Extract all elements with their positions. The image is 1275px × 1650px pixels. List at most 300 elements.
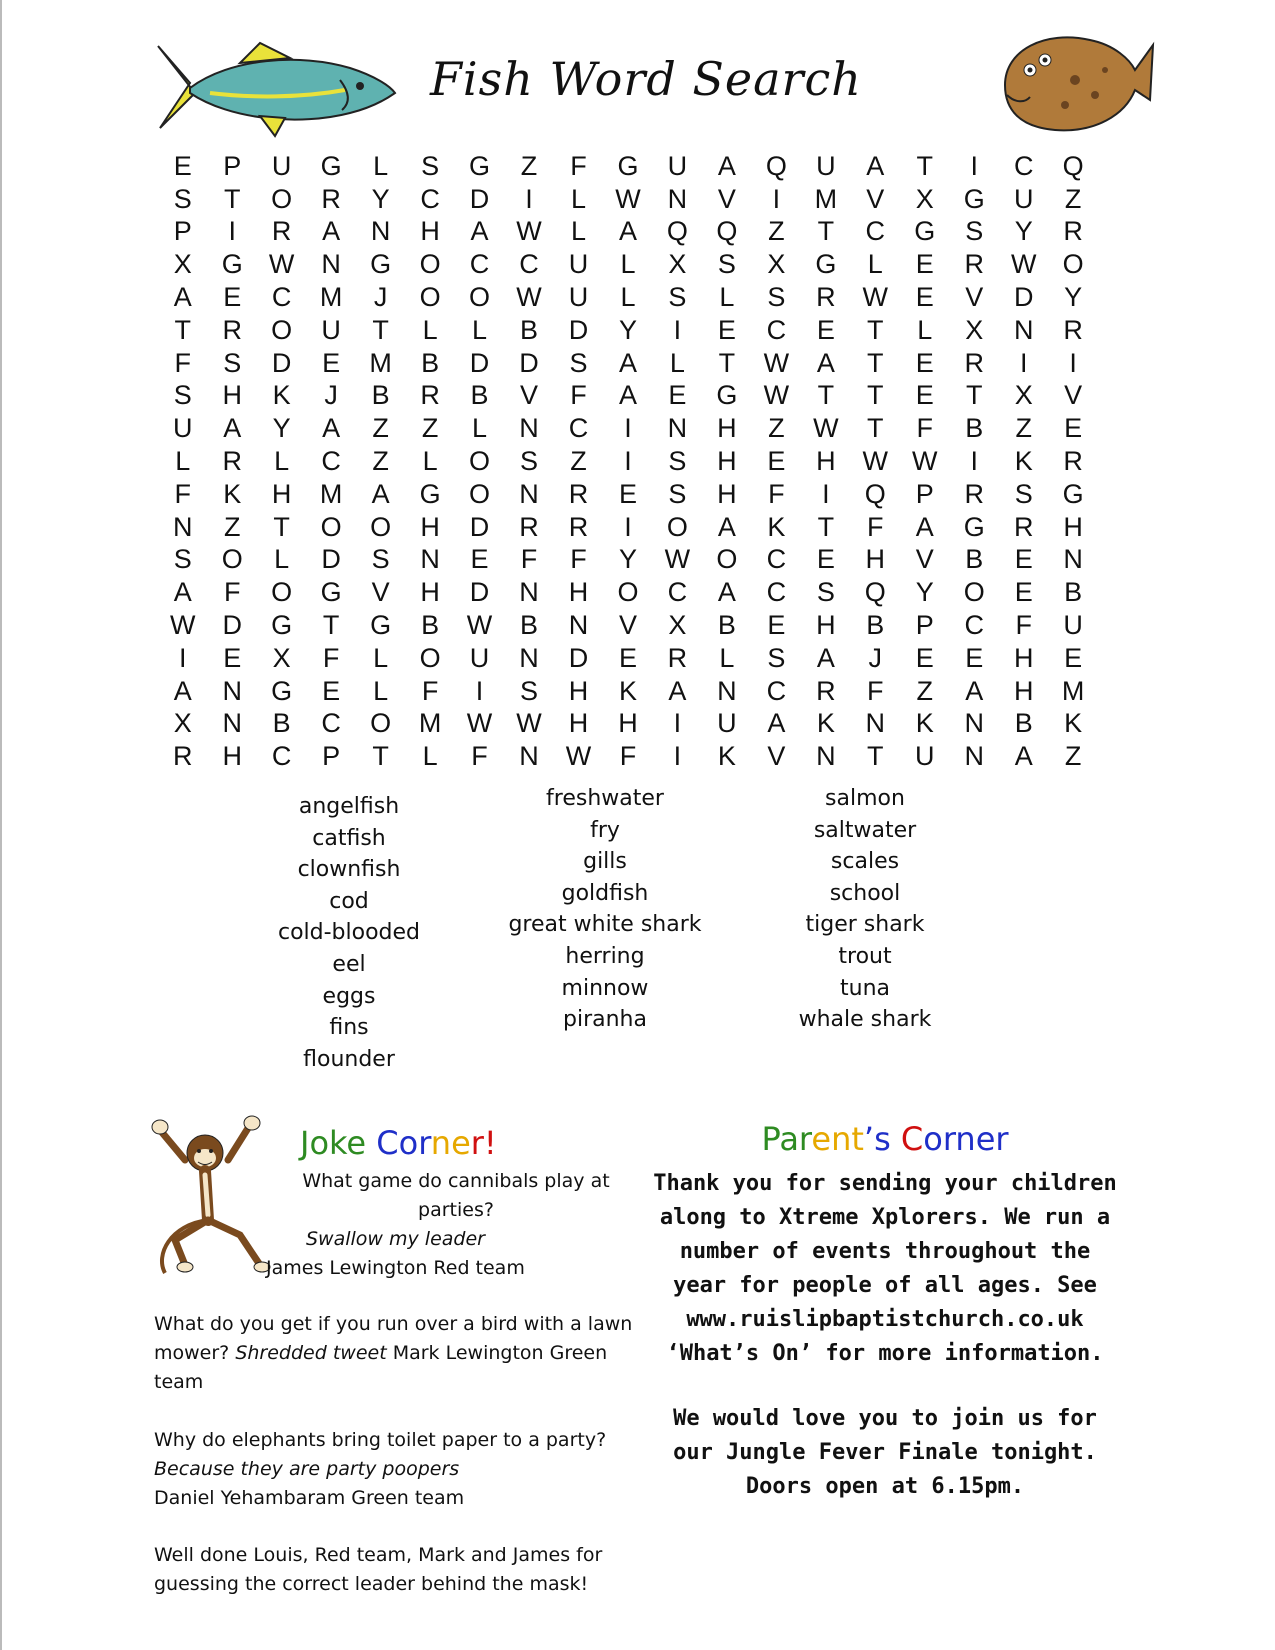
grid-letter: G (815, 249, 837, 280)
joke-2 (154, 1310, 654, 1397)
grid-letter: L (917, 314, 933, 345)
grid-letter: O (617, 577, 639, 608)
grid-letter: S (717, 249, 736, 280)
joke-1-credit: James Lewington Red team (266, 1257, 525, 1279)
grid-letter: Z (916, 675, 934, 706)
grid-letter: W (516, 216, 542, 247)
grid-letter: E (915, 380, 934, 411)
grid-letter: T (718, 347, 736, 378)
grid-letter: F (421, 675, 439, 706)
grid-letter: H (816, 446, 836, 477)
grid-letter: T (867, 413, 884, 444)
word-list-item: minnow (561, 975, 649, 1001)
grid-letter: B (965, 413, 984, 444)
grid-letter: O (271, 577, 293, 608)
grid-letter: I (772, 183, 781, 214)
grid-letter: M (369, 347, 392, 378)
grid-letter: D (1013, 282, 1034, 313)
joke-1 (262, 1167, 632, 1283)
grid-letter: G (370, 249, 392, 280)
grid-letter: R (222, 446, 242, 477)
grid-letter: X (965, 314, 984, 345)
grid-letter: V (915, 544, 934, 575)
grid-row (158, 347, 1098, 380)
title-letter: n (831, 1120, 852, 1158)
grid-letter: E (816, 314, 835, 345)
grid-letter: N (370, 216, 391, 247)
grid-letter: C (766, 577, 787, 608)
grid-letter: I (228, 216, 236, 247)
grid-letter: R (964, 347, 984, 378)
grid-letter: X (915, 183, 934, 214)
grid-letter: L (867, 249, 883, 280)
grid-letter: W (912, 446, 938, 477)
grid-letter: A (717, 511, 736, 542)
title-letter: P (761, 1120, 780, 1158)
grid-letter: T (817, 216, 835, 247)
grid-letter: R (519, 511, 539, 542)
grid-letter: G (1062, 478, 1084, 509)
grid-letter: O (419, 282, 441, 313)
grid-letter: O (666, 511, 688, 542)
grid-letter: E (915, 249, 934, 280)
grid-letter: K (1014, 446, 1033, 477)
grid-letter: T (867, 741, 884, 772)
grid-letter: H (717, 446, 737, 477)
grid-letter: P (915, 610, 934, 641)
grid-letter: O (221, 544, 243, 575)
grid-letter: A (618, 380, 637, 411)
grid-letter: H (1013, 675, 1034, 706)
title-letter: J (300, 1124, 310, 1162)
grid-letter: D (469, 511, 490, 542)
grid-letter: Z (768, 216, 785, 247)
grid-letter: S (965, 216, 984, 247)
grid-letter: G (320, 577, 342, 608)
word-list-column-3 (760, 783, 970, 1036)
grid-letter: O (419, 249, 441, 280)
title-letter: ’ (863, 1120, 875, 1158)
grid-letter: E (470, 544, 489, 575)
grid-letter: Y (915, 577, 934, 608)
grid-letter: G (221, 249, 243, 280)
title-letter: r (418, 1124, 431, 1162)
grid-letter: U (717, 708, 737, 739)
grid-letter: I (1019, 347, 1028, 378)
grid-letter: Y (272, 413, 291, 444)
grid-letter: F (570, 544, 587, 575)
grid-letter: J (868, 642, 883, 673)
title-letter: C (376, 1124, 399, 1162)
title-letter: k (329, 1124, 347, 1162)
grid-letter: L (719, 282, 735, 313)
grid-letter: A (915, 511, 934, 542)
grid-letter: X (272, 642, 291, 673)
monkey-image (150, 1115, 280, 1275)
grid-letter: S (421, 150, 440, 181)
grid-letter: T (372, 314, 389, 345)
grid-letter: E (668, 380, 687, 411)
grid-row (158, 445, 1098, 478)
grid-letter: J (324, 380, 338, 411)
grid-letter: W (169, 610, 196, 641)
grid-letter: L (620, 282, 636, 313)
title-letter: o (398, 1124, 419, 1162)
grid-letter: E (173, 150, 192, 181)
word-list-column-2 (480, 783, 730, 1036)
grid-letter: E (915, 282, 934, 313)
grid-letter: C (469, 249, 490, 280)
grid-letter: R (1063, 216, 1083, 247)
joke-2-credit: Mark Lewington Green team (154, 1342, 608, 1393)
grid-letter: N (667, 413, 688, 444)
grid-letter: A (717, 577, 736, 608)
grid-letter: R (568, 478, 589, 509)
grid-letter: E (322, 347, 341, 378)
grid-letter: H (568, 708, 589, 739)
word-list-item: trout (838, 943, 892, 969)
grid-letter: N (172, 511, 193, 542)
grid-letter: T (965, 380, 983, 411)
grid-letter: F (768, 478, 785, 509)
grid-letter: U (816, 150, 836, 181)
grid-letter: H (1063, 511, 1083, 542)
word-list-item: clownfish (297, 857, 401, 883)
grid-letter: R (568, 511, 589, 542)
grid-letter: A (816, 347, 835, 378)
grid-letter: F (223, 577, 241, 608)
grid-letter: U (469, 642, 490, 673)
grid-row (158, 380, 1098, 413)
grid-letter: U (172, 413, 193, 444)
grid-letter: A (322, 413, 341, 444)
joke-2-answer: Shredded tweet (235, 1342, 387, 1364)
grid-letter: Z (421, 413, 439, 444)
title-letter: n (955, 1120, 976, 1158)
grid-letter: F (174, 478, 191, 509)
grid-letter: T (322, 610, 340, 641)
grid-letter: I (970, 150, 978, 181)
grid-letter: L (373, 675, 389, 706)
grid-letter: E (767, 610, 786, 641)
grid-letter: V (866, 183, 885, 214)
grid-letter: C (568, 413, 589, 444)
grid-letter: X (668, 610, 687, 641)
grid-letter: F (619, 741, 637, 772)
grid-letter: R (271, 216, 292, 247)
grid-letter: T (867, 314, 884, 345)
grid-letter: C (321, 708, 341, 739)
grid-letter: B (520, 314, 539, 345)
grid-row (158, 708, 1098, 741)
grid-letter: L (719, 642, 735, 673)
word-list-column-1 (244, 791, 454, 1075)
grid-letter: K (767, 511, 786, 542)
grid-row (158, 478, 1098, 511)
grid-row (158, 544, 1098, 577)
joke-3 (154, 1426, 654, 1513)
grid-letter: Q (864, 478, 886, 509)
grid-letter: S (668, 446, 687, 477)
grid-letter: D (519, 347, 539, 378)
grid-letter: Q (1062, 150, 1084, 181)
grid-letter: N (519, 577, 539, 608)
flounder-fish-image (985, 25, 1155, 140)
grid-letter: O (963, 577, 985, 608)
grid-letter: F (174, 347, 191, 378)
grid-letter: V (767, 741, 786, 772)
grid-letter: A (173, 282, 192, 313)
grid-letter: S (767, 282, 786, 313)
grid-letter: R (172, 741, 193, 772)
grid-letter: W (763, 347, 790, 378)
grid-letter: H (618, 708, 638, 739)
grid-letter: L (422, 446, 438, 477)
word-list-item: piranha (563, 1007, 647, 1033)
grid-letter: A (173, 577, 192, 608)
grid-letter: N (964, 741, 984, 772)
grid-letter: Q (666, 216, 688, 247)
grid-letter: Y (371, 183, 390, 214)
grid-letter: E (1064, 413, 1083, 444)
grid-letter: O (370, 511, 392, 542)
title-letter: r (942, 1120, 956, 1158)
grid-letter: N (964, 708, 984, 739)
grid-letter: T (867, 347, 884, 378)
grid-letter: V (1064, 380, 1083, 411)
grid-letter: R (1013, 511, 1034, 542)
grid-letter: R (667, 642, 688, 673)
grid-row (158, 281, 1098, 314)
grid-letter: V (371, 577, 390, 608)
grid-letter: O (469, 478, 491, 509)
grid-letter: D (568, 642, 589, 673)
grid-letter: S (520, 675, 539, 706)
title-letter: r (798, 1120, 812, 1158)
joke-3-question: Why do elephants bring toilet paper to a party? (154, 1429, 607, 1451)
grid-letter: K (1064, 708, 1083, 739)
word-list-item: cod (329, 888, 369, 914)
joke-corner-title (300, 1124, 497, 1162)
grid-letter: L (422, 314, 438, 345)
grid-letter: O (370, 708, 392, 739)
grid-letter: R (321, 183, 341, 214)
word-list-item: tuna (840, 975, 890, 1001)
grid-letter: E (618, 642, 637, 673)
grid-letter: A (470, 216, 489, 247)
grid-letter: L (373, 642, 389, 673)
joke-3-credit: Daniel Yehambaram Green team (154, 1487, 465, 1509)
grid-letter: L (472, 413, 488, 444)
grid-letter: P (915, 478, 934, 509)
grid-letter: E (965, 642, 984, 673)
word-list-item: fins (329, 1015, 369, 1041)
grid-letter: S (173, 544, 192, 575)
word-list-item: angelfish (298, 794, 400, 819)
grid-letter: S (173, 380, 192, 411)
grid-letter: Q (864, 577, 886, 608)
page-title: Fish Word Search (430, 52, 862, 106)
word-list-item: school (829, 880, 901, 906)
grid-letter: B (1064, 577, 1083, 608)
grid-letter: C (766, 675, 787, 706)
grid-letter: B (421, 610, 440, 641)
grid-letter: C (420, 183, 440, 214)
word-list-item: whale shark (798, 1007, 932, 1033)
grid-row (158, 511, 1098, 544)
grid-letter: N (816, 741, 836, 772)
grid-letter: E (717, 314, 736, 345)
grid-letter: Y (618, 544, 637, 575)
grid-letter: I (673, 708, 682, 739)
parents-corner-title (650, 1120, 1120, 1158)
grid-letter: H (222, 380, 242, 411)
grid-letter: N (519, 413, 539, 444)
grid-letter: L (669, 347, 685, 378)
grid-letter: M (319, 282, 343, 313)
grid-letter: N (717, 675, 737, 706)
grid-letter: A (717, 150, 736, 181)
grid-letter: V (717, 183, 736, 214)
grid-row (158, 675, 1098, 708)
word-list-item: flounder (303, 1046, 395, 1072)
grid-letter: B (717, 610, 736, 641)
grid-letter: U (321, 314, 341, 345)
grid-letter: G (716, 380, 738, 411)
grid-letter: B (371, 380, 390, 411)
grid-letter: I (970, 446, 978, 477)
grid-letter: W (615, 183, 641, 214)
grid-letter: N (222, 708, 242, 739)
grid-letter: N (1063, 544, 1083, 575)
grid-letter: U (271, 150, 292, 181)
grid-letter: G (914, 216, 936, 247)
grid-letter: A (866, 150, 885, 181)
grid-letter: I (525, 183, 533, 214)
grid-letter: R (816, 282, 836, 313)
grid-letter: Z (372, 413, 389, 444)
grid-letter: K (618, 675, 637, 706)
grid-letter: W (516, 708, 542, 739)
grid-letter: Z (520, 150, 538, 181)
grid-letter: G (469, 150, 491, 181)
grid-letter: Z (570, 446, 587, 477)
title-letter: a (779, 1120, 799, 1158)
grid-letter: J (373, 282, 388, 313)
grid-letter: I (624, 413, 632, 444)
grid-letter: Y (1064, 282, 1083, 313)
grid-letter: A (816, 642, 835, 673)
joke-3-answer: Because they are party poopers (154, 1458, 460, 1480)
grid-letter: O (469, 282, 491, 313)
grid-row (158, 183, 1098, 216)
word-list-item: freshwater (546, 786, 664, 811)
word-list-item: herring (565, 943, 645, 969)
title-letter: e (451, 1124, 471, 1162)
grid-letter: W (862, 282, 889, 313)
grid-letter: Y (618, 314, 637, 345)
grid-letter: S (520, 446, 539, 477)
grid-letter: L (175, 446, 191, 477)
grid-letter: A (618, 216, 637, 247)
word-list-item: eel (332, 951, 366, 977)
grid-letter: H (1013, 642, 1034, 673)
grid-letter: C (865, 216, 886, 247)
grid-letter: D (222, 610, 242, 641)
grid-letter: G (963, 183, 985, 214)
grid-letter: S (371, 544, 390, 575)
grid-letter: D (568, 314, 589, 345)
grid-letter: K (915, 708, 934, 739)
grid-letter: Q (765, 150, 787, 181)
grid-letter: A (668, 675, 687, 706)
grid-letter: V (618, 610, 637, 641)
grid-letter: N (222, 675, 242, 706)
grid-letter: W (1010, 249, 1037, 280)
grid-letter: G (271, 675, 293, 706)
word-list-item: fry (590, 817, 620, 843)
grid-letter: W (466, 610, 493, 641)
grid-letter: E (322, 675, 341, 706)
parents-corner-paragraph-2: We would love you to join us for our Jungle Fever Finale tonight. Doors open at 6.15pm. (673, 1406, 1097, 1499)
grid-letter: E (767, 446, 786, 477)
grid-letter: B (965, 544, 984, 575)
grid-row (158, 642, 1098, 675)
grid-letter: C (271, 282, 292, 313)
grid-letter: B (470, 380, 489, 411)
grid-letter: F (471, 741, 488, 772)
grid-letter: E (223, 642, 242, 673)
grid-letter: B (520, 610, 539, 641)
title-letter: r (470, 1124, 484, 1162)
grid-letter: N (321, 249, 341, 280)
grid-letter: N (420, 544, 440, 575)
grid-letter: W (268, 249, 295, 280)
grid-letter: O (469, 446, 491, 477)
tuna-fish-image (150, 38, 400, 138)
grid-letter: U (1063, 610, 1083, 641)
grid-letter: N (1013, 314, 1034, 345)
grid-letter: S (767, 642, 786, 673)
grid-letter: X (173, 708, 192, 739)
title-letter (366, 1124, 376, 1162)
grid-letter: P (322, 741, 341, 772)
grid-letter: E (1064, 642, 1083, 673)
grid-letter: A (767, 708, 786, 739)
title-letter: o (309, 1124, 330, 1162)
grid-letter: F (916, 413, 934, 444)
grid-letter: F (520, 544, 538, 575)
grid-letter: L (620, 249, 636, 280)
grid-letter: N (568, 610, 589, 641)
grid-letter: T (817, 380, 835, 411)
grid-letter: A (173, 675, 192, 706)
word-list-item: gills (583, 849, 627, 875)
grid-letter: G (617, 150, 639, 181)
grid-letter: U (1013, 183, 1034, 214)
grid-letter: O (271, 183, 293, 214)
grid-letter: H (420, 577, 440, 608)
grid-letter: M (418, 708, 442, 739)
grid-letter: T (372, 741, 389, 772)
title-letter: e (811, 1120, 832, 1158)
grid-letter: E (915, 642, 934, 673)
grid-letter: R (420, 380, 440, 411)
grid-letter: U (568, 249, 589, 280)
grid-letter: S (668, 282, 687, 313)
grid-letter: O (419, 642, 441, 673)
grid-letter: L (570, 216, 586, 247)
